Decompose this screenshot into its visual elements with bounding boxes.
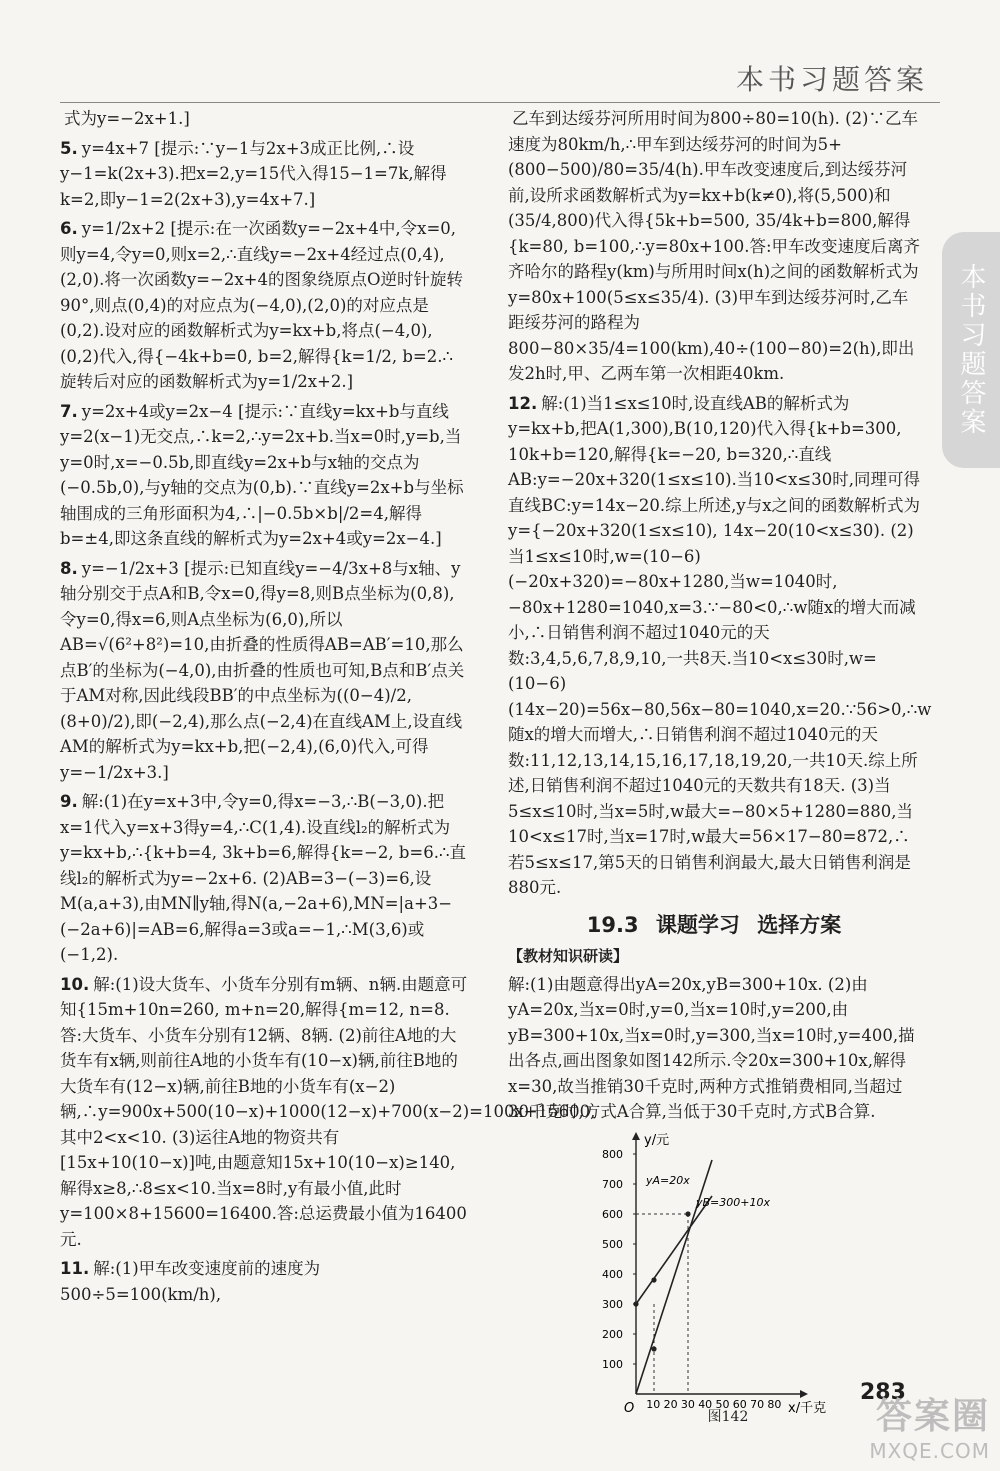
- item-number: 9.: [60, 792, 78, 811]
- item-number: 6.: [60, 219, 78, 238]
- answer-item: [60, 216, 468, 395]
- side-tab: 本书习题答案: [942, 232, 1000, 468]
- y-tick-label: 100: [602, 1358, 623, 1371]
- header-rule: [60, 102, 940, 103]
- item-number: 5.: [60, 138, 78, 158]
- x-tick-label: 10: [646, 1398, 661, 1411]
- answer-item: [60, 399, 468, 552]
- answer-item: [60, 789, 468, 968]
- y-tick-label: 200: [602, 1328, 623, 1341]
- item-number: 12.: [508, 393, 538, 413]
- line-b: [636, 1196, 712, 1304]
- x-tick-label: 30: [680, 1398, 695, 1411]
- point-a-10: [651, 1346, 656, 1351]
- x-tick-label: 80: [767, 1398, 782, 1411]
- x-tick-label: 50: [715, 1398, 730, 1411]
- y-tick-label: 500: [602, 1238, 623, 1251]
- y-axis-arrow: [632, 1132, 640, 1140]
- x-tick-label: 20: [663, 1398, 678, 1411]
- answer-item: [60, 106, 468, 132]
- watermark: [869, 1388, 990, 1463]
- figure-142: [598, 1130, 858, 1430]
- point-b-start: [633, 1301, 638, 1306]
- x-tick-label: 40: [698, 1398, 713, 1411]
- item-number: 11.: [60, 1259, 90, 1278]
- answer-item: [60, 1256, 468, 1307]
- x-axis-arrow: [800, 1390, 808, 1398]
- right-column: [508, 106, 932, 1129]
- item-number: 10.: [60, 974, 90, 994]
- line-b-label: yB=300+10x: [696, 1196, 770, 1209]
- page-number: 283: [860, 1380, 906, 1405]
- answer-item: [60, 556, 468, 786]
- intersection-point: [685, 1211, 690, 1216]
- item-text: 乙车到达绥芬河所用时间为800÷80=10(h). (2)∵乙车速度为80km/h,∴甲车到达绥芬河的时间为5+(800−500)/80=35/4(h).甲车改变速度后,到达绥芬河前,设所求函数解析式为y=kx+b(k≠0),将(5,500)和(35/4,800)代入得{5k+b=500, 35/4k+b=800,解得{k=80, b=100,∴y=80x+100.答:甲车改变速度后离齐齐哈尔的路程y(km)与所用时间x(h)之间的函数解析式为y=80x+100(5≤x≤35/4). (3)甲车到达绥芬河时,乙车距绥芬河的路程为800−80×35/4=100(km),40÷(100−80)=2(h),即出发2h时,甲、乙两车第一次相距40km.: [508, 109, 921, 383]
- y-tick-label: 700: [602, 1178, 623, 1191]
- section-body: 解:(1)由题意得出yA=20x,yB=300+10x. (2)由yA=20x,当x=0时,y=0,当x=10时,y=200,由yB=300+10x,当x=0时,y=300,当x=10时,y=400,描出各点,画出图象如图142所示.令20x=300+10x,解得x=30,故当推销30千克时,两种方式推销费相同,当超过30千克时,方式A合算,当低于30千克时,方式B合算.: [508, 974, 915, 1121]
- y-tick-label: 400: [602, 1268, 623, 1281]
- line-a-label: yA=20x: [646, 1174, 690, 1187]
- watermark-logo-text: 答案圈: [875, 1396, 990, 1437]
- item-number: 7.: [60, 401, 78, 421]
- item-number: 8.: [60, 558, 78, 578]
- point-b-10: [651, 1277, 656, 1282]
- item-text: y=2x+4或y=2x−4 [提示:∵直线y=kx+b与直线y=2(x−1)无交点,∴k=2,∴y=2x+b.当x=0时,y=b,当y=0时,x=−0.5b,即直线y=2x+b与x轴的交点为(−0.5b,0),与y轴的交点为(0,b).∵直线y=2x+b与坐标轴围成的三角形面积为4,∴|−0.5b×b|/2=4,解得b=±4,即这条直线的解析式为y=2x+4或y=2x−4.]: [60, 401, 464, 548]
- item-text: 解:(1)当1≤x≤10时,设直线AB的解析式为y=kx+b,把A(1,300),B(10,120)代入得{k+b=300, 10k+b=120,解得{k=−20, b=320,∴直线AB:y=−20x+320(1≤x≤10).当10<x≤30时,同理可得直线BC:y=14x−20.综上所述,y与x之间的函数解析式为y={−20x+320(1≤x≤10), 14x−20(10<x≤30). (2)当1≤x≤10时,w=(10−6)(−20x+320)=−80x+1280,当w=1040时,−80x+1280=1040,x=3.∵−80<0,∴w随x的增大而减小,∴日销售利润不超过1040元的天数:3,4,5,6,7,8,9,10,一共8天.当10<x≤30时,w=(10−6)(14x−20)=56x−80,56x−80=1040,x=20.∵56>0,∴w随x的增大而增大,∴日销售利润不超过1040元的天数:11,12,13,14,15,16,17,18,19,20,一共10天.综上所述,日销售利润不超过1040元的天数共有18天. (3)当5≤x≤10时,当x=5时,w最大=−80×5+1280=880,当10<x≤17时,当x=17时,w最大=56×17−80=872,∴若5≤x≤17,第5天的日销售利润最大,最大日销售利润是880元.: [508, 393, 932, 897]
- y-tick-label: 300: [602, 1298, 623, 1311]
- item-text: 解:(1)在y=x+3中,令y=0,得x=−3,∴B(−3,0).把x=1代入y=x+3得y=4,∴C(1,4).设直线l₂的解析式为y=kx+b,∴{k+b=4, 3k+b=6,解得{k=−2, b=6.∴直线l₂的解析式为y=−2x+6. (2)AB=3−(−3)=6,设M(a,a+3),由MN∥y轴,得N(a,−2a+6),MN=|a+3−(−2a+6)|=AB=6,解得a=3或a=−1,∴M(3,6)或(−1,2).: [60, 792, 466, 964]
- watermark-url: MXQE.COM: [869, 1439, 990, 1463]
- origin-label: O: [624, 1401, 635, 1416]
- section-title: 19.3 课题学习 选择方案: [586, 912, 842, 937]
- y-axis-label: y/元: [644, 1133, 670, 1148]
- section-subheading: 【教材知识研读】: [508, 947, 629, 965]
- y-tick-label: 600: [602, 1208, 623, 1221]
- item-text: y=4x+7 [提示:∵y−1与2x+3成正比例,∴设y−1=k(2x+3).把x=2,y=15代入得15−1=7k,解得k=2,即y−1=2(2x+3),y=4x+7.]: [60, 138, 447, 209]
- item-text: y=−1/2x+3 [提示:已知直线y=−4/3x+8与x轴、y轴分别交于点A和B,令x=0,得y=8,则B点坐标为(0,8),令y=0,得x=6,则A点坐标为(6,0),所以AB=√(6²+8²)=10,由折叠的性质得AB=AB′=10,那么点B′的坐标为(−4,0),由折叠的性质也可知,B点和B′点关于AM对称,因此线段BB′的中点坐标为((0−4)/2,(8+0)/2),即(−2,4),那么点(−2,4)在直线AM上,设直线AM的解析式为y=kx+b,把(−2,4),(6,0)代入,可得y=−1/2x+3.]: [60, 558, 465, 782]
- figure-caption: 图142: [707, 1409, 749, 1425]
- graph-svg: [598, 1130, 858, 1430]
- item-text: y=1/2x+2 [提示:在一次函数y=−2x+4中,令x=0,则y=4,令y=0,则x=2,∴直线y=−2x+4经过点(0,4),(2,0).将一次函数y=−2x+4的图象绕原点O逆时针旋转90°,则点(0,4)的对应点为(−4,0),(2,0)的对应点是(0,2).设对应的函数解析式为y=kx+b,将点(−4,0),(0,2)代入,得{−4k+b=0, b=2,解得{k=1/2, b=2.∴旋转后对应的函数解析式为y=1/2x+2.]: [60, 219, 463, 391]
- item-text: 解:(1)设大货车、小货车分别有m辆、n辆.由题意可知{15m+10n=260, m+n=20,解得{m=12, n=8.答:大货车、小货车分别有12辆、8辆. (2)前往A地的大货车有x辆,则前往A地的小货车有(10−x)辆,前往B地的大货车有(12−x)辆,前往B地的小货车有(x−2)辆,∴y=900x+500(10−x)+1000(12−x)+700(x−2)=100x+15600,其中2<x<10. (3)运往A地的物资共有[15x+10(10−x)]吨,由题意知15x+10(10−x)≥140,解得x≥8,∴8≤x<10.当x=8时,y有最小值,此时y=100×8+15600=16400.答:总运费最小值为16400元.: [60, 974, 596, 1249]
- answer-item: [508, 106, 920, 387]
- y-tick-label: 800: [602, 1148, 623, 1161]
- x-tick-label: 60: [732, 1398, 747, 1411]
- x-tick-label: 70: [750, 1398, 765, 1411]
- item-text: 式为y=−2x+1.]: [64, 109, 190, 128]
- x-axis-label: x/千克: [788, 1401, 827, 1416]
- answer-item: [508, 391, 932, 901]
- answer-item: [60, 136, 468, 213]
- page-header-title: 本书习题答案: [735, 63, 928, 96]
- answer-item: [60, 972, 596, 1253]
- item-text: 解:(1)甲车改变速度前的速度为500÷5=100(km/h),: [60, 1259, 321, 1304]
